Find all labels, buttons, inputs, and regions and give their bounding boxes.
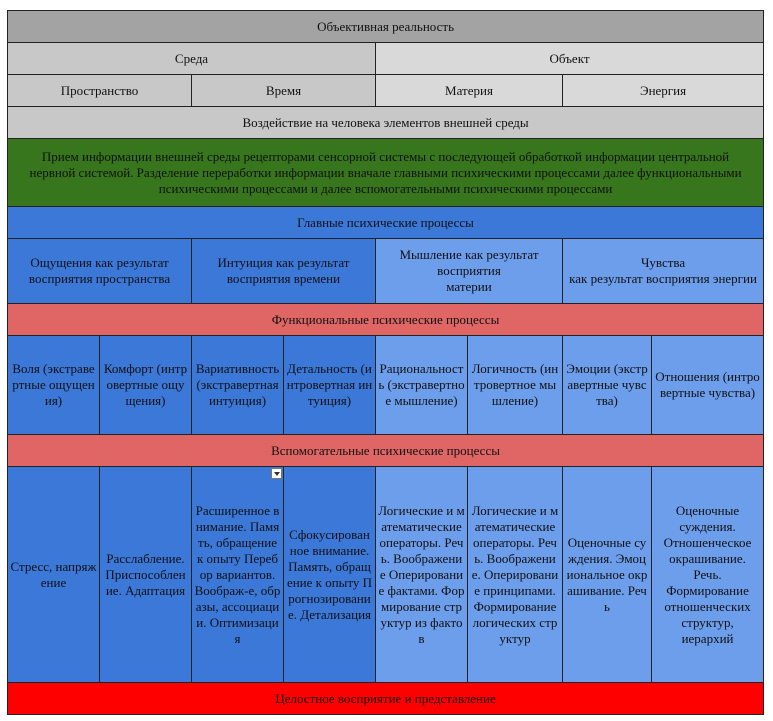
main-process-sensation[interactable]: Ощущения как результат восприятия пространства xyxy=(8,239,192,304)
auxiliary-focused-attention[interactable]: Сфокусированное внимание. Память, обращение к опыту Прогнозирование. Детализация xyxy=(284,467,376,683)
functional-relations[interactable]: Отношения (интровертные чувства) xyxy=(652,336,764,435)
main-process-intuition[interactable]: Интуиция как результат восприятия времени xyxy=(192,239,376,304)
object-header[interactable]: Объект xyxy=(376,43,764,75)
functional-will[interactable]: Воля (экстравертные ощущения) xyxy=(8,336,100,435)
holistic-perception-footer[interactable]: Целостное восприятие и представление xyxy=(8,683,764,715)
functional-logic[interactable]: Логичность (интровертное мышление) xyxy=(468,336,563,435)
auxiliary-expanded-attention-text: Расширенное внимание. Память, обращение к опыту Перебор вариантов. Воображ-е, образы, ассоциации. Оптимизация xyxy=(194,502,281,646)
space-header[interactable]: Пространство xyxy=(8,75,192,107)
auxiliary-logic-facts[interactable]: Логические и математические операторы. Речь. Воображение Оперирование фактами. Формирование структур из фактов xyxy=(376,467,468,683)
reception-description[interactable]: Прием информации внешней среды рецепторами сенсорной системы с последующей обработкой информации центральной нервной системой. Разделение переработки информации вначале главными психическими процессами далее функциональными психическими процессами и далее вспомогательными психическими процессами xyxy=(8,139,764,207)
auxiliary-stress[interactable]: Стресс, напряжение xyxy=(8,467,100,683)
impact-row[interactable]: Воздействие на человека элементов внешней среды xyxy=(8,107,764,139)
functional-comfort[interactable]: Комфорт (интровертные ощущения) xyxy=(100,336,192,435)
psychic-processes-table xyxy=(7,10,764,715)
auxiliary-relaxation[interactable]: Расслабление. Приспособление. Адаптация xyxy=(100,467,192,683)
time-header[interactable]: Время xyxy=(192,75,376,107)
auxiliary-emotional-judgements[interactable]: Оценочные суждения. Эмоциональное окрашивание. Речь xyxy=(563,467,652,683)
functional-rationality[interactable]: Рациональность (экстравертное мышление) xyxy=(376,336,468,435)
auxiliary-expanded-attention[interactable] xyxy=(192,467,284,683)
main-process-feeling[interactable]: Чувства как результат восприятия энергии xyxy=(563,239,764,304)
energy-header[interactable]: Энергия xyxy=(563,75,764,107)
functional-detail[interactable]: Детальность (интровертная интуиция) xyxy=(284,336,376,435)
auxiliary-logic-principles[interactable]: Логические и математические операторы. Речь. Воображение. Оперирование принципами. Формирование логических структур xyxy=(468,467,563,683)
dropdown-arrow-icon[interactable] xyxy=(271,468,282,479)
functional-variability[interactable]: Вариативность (экстравертная интуиция) xyxy=(192,336,284,435)
matter-header[interactable]: Материя xyxy=(376,75,563,107)
objective-reality-header[interactable]: Объективная реальность xyxy=(8,11,764,43)
functional-emotions[interactable]: Эмоции (экстравертные чувства) xyxy=(563,336,652,435)
auxiliary-processes-title[interactable]: Вспомогательные психические процессы xyxy=(8,435,764,467)
main-process-thinking[interactable]: Мышление как результат восприятия материи xyxy=(376,239,563,304)
environment-header[interactable]: Среда xyxy=(8,43,376,75)
functional-processes-title[interactable]: Функциональные психические процессы xyxy=(8,304,764,336)
main-processes-title[interactable]: Главные психические процессы xyxy=(8,207,764,239)
auxiliary-relational-judgements[interactable]: Оценочные суждения. Отношенческое окрашивание. Речь. Формирование отношенческих структур, иерархий xyxy=(652,467,764,683)
